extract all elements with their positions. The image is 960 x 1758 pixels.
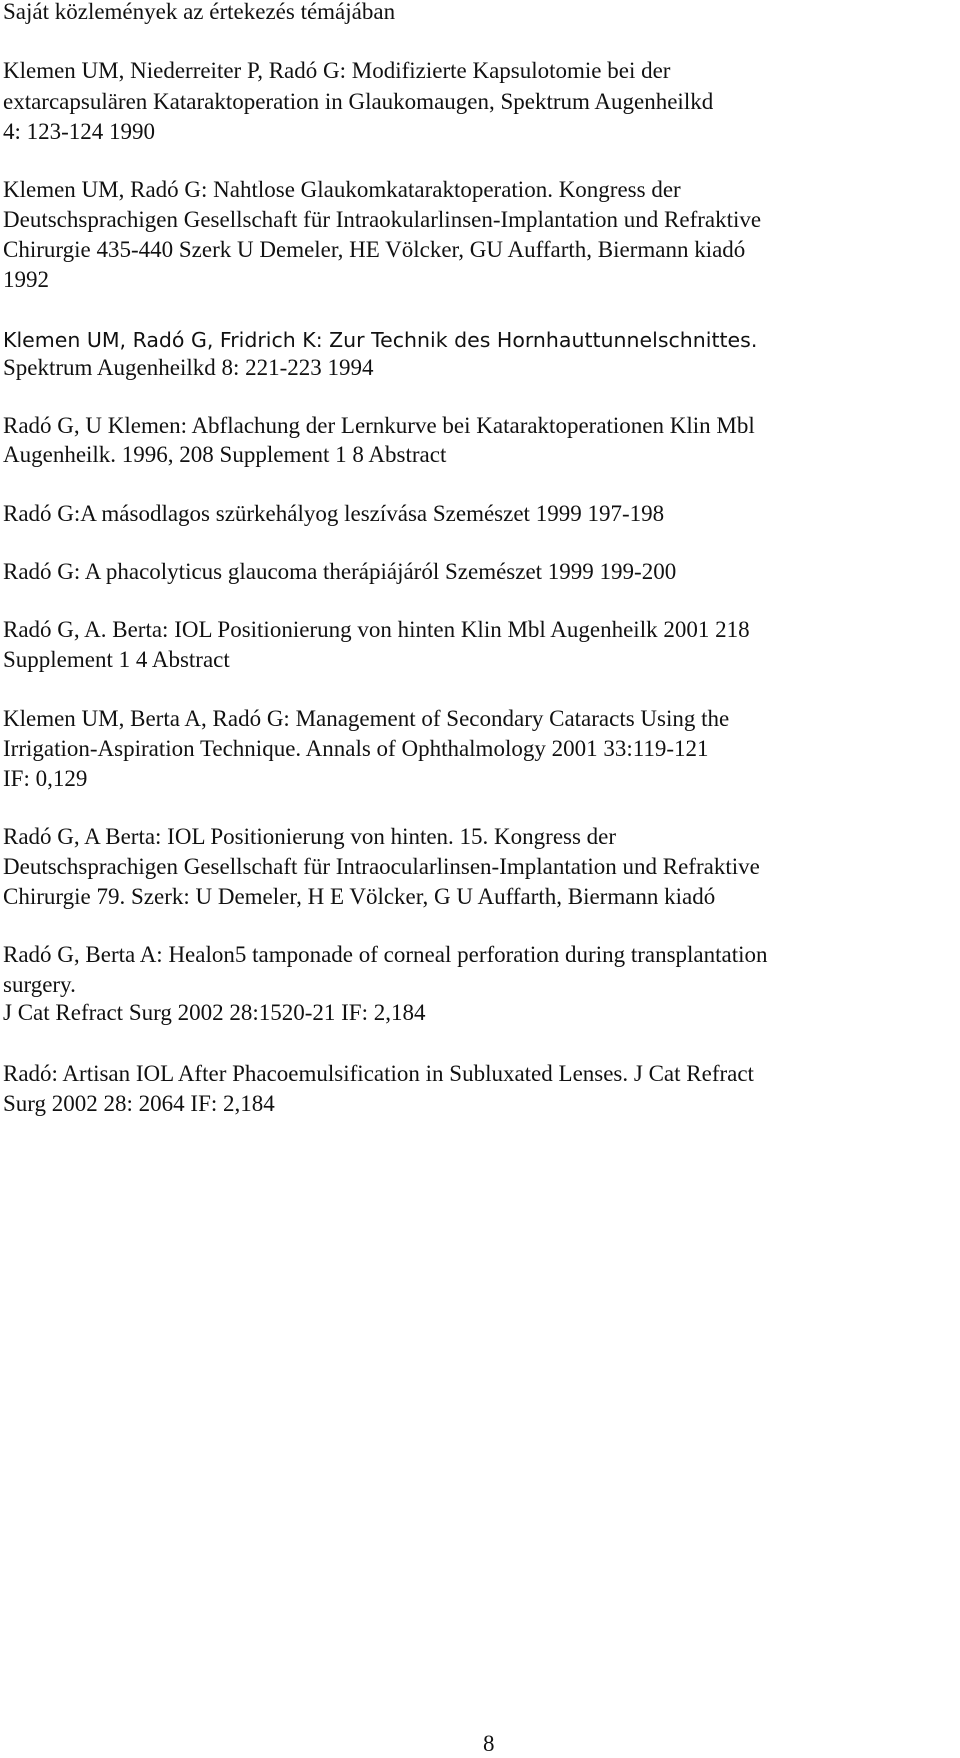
entry-line: Surg 2002 28: 2064 IF: 2,184 <box>3 1091 275 1116</box>
entry-line: extarcapsulären Kataraktoperation in Glaukomaugen, Spektrum Augenheilkd <box>3 89 714 114</box>
entry-line: Spektrum Augenheilkd 8: 221-223 1994 <box>3 355 374 380</box>
entry-line: Radó G, U Klemen: Abflachung der Lernkurve bei Kataraktoperationen Klin Mbl <box>3 413 755 438</box>
page-number: 8 <box>483 1731 495 1756</box>
entry-line: Radó: Artisan IOL After Phacoemulsification in Subluxated Lenses. J Cat Refract <box>3 1061 754 1086</box>
entry-line: Supplement 1 4 Abstract <box>3 647 230 672</box>
entry-line: Augenheilk. 1996, 208 Supplement 1 8 Abstract <box>3 442 447 467</box>
entry-line: 4: 123-124 1990 <box>3 119 156 144</box>
entry-line: surgery. <box>3 972 76 997</box>
entry-line: 1992 <box>3 267 49 292</box>
entry-line: J Cat Refract Surg 2002 28:1520-21 IF: 2,184 <box>3 1000 426 1025</box>
entry-line: Deutschsprachigen Gesellschaft für Intraocularlinsen-Implantation und Refraktive <box>3 854 760 879</box>
entry-line: Klemen UM, Radó G: Nahtlose Glaukomkataraktoperation. Kongress der <box>3 177 681 202</box>
entry-line: Radó G, Berta A: Healon5 tamponade of corneal perforation during transplantation <box>3 942 768 967</box>
entry-line: Radó G, A. Berta: IOL Positionierung von hinten Klin Mbl Augenheilk 2001 218 <box>3 617 750 642</box>
entry-line: Chirurgie 435-440 Szerk U Demeler, HE Völcker, GU Auffarth, Biermann kiadó <box>3 237 746 262</box>
entry-line: Klemen UM, Berta A, Radó G: Management of Secondary Cataracts Using the <box>3 706 730 731</box>
entry-line: IF: 0,129 <box>3 766 88 791</box>
entry-line: Klemen UM, Niederreiter P, Radó G: Modifizierte Kapsulotomie bei der <box>3 58 671 83</box>
entry-line: Radó G, A Berta: IOL Positionierung von hinten. 15. Kongress der <box>3 824 617 849</box>
entry-line: Klemen UM, Radó G, Fridrich K: Zur Technik des Hornhauttunnelschnittes. <box>3 328 758 352</box>
entry-line: Irrigation-Aspiration Technique. Annals of Ophthalmology 2001 33:119-121 <box>3 736 709 761</box>
page-heading: Saját közlemények az értekezés témájában <box>3 0 396 24</box>
entry-line: Radó G:A másodlagos szürkehályog leszívása Szemészet 1999 197-198 <box>3 501 665 526</box>
entry-line: Radó G: A phacolyticus glaucoma therápiájáról Szemészet 1999 199-200 <box>3 559 677 584</box>
entry-line: Chirurgie 79. Szerk: U Demeler, H E Völcker, G U Auffarth, Biermann kiadó <box>3 884 716 909</box>
entry-line: Deutschsprachigen Gesellschaft für Intraokularlinsen-Implantation und Refraktive <box>3 207 762 232</box>
